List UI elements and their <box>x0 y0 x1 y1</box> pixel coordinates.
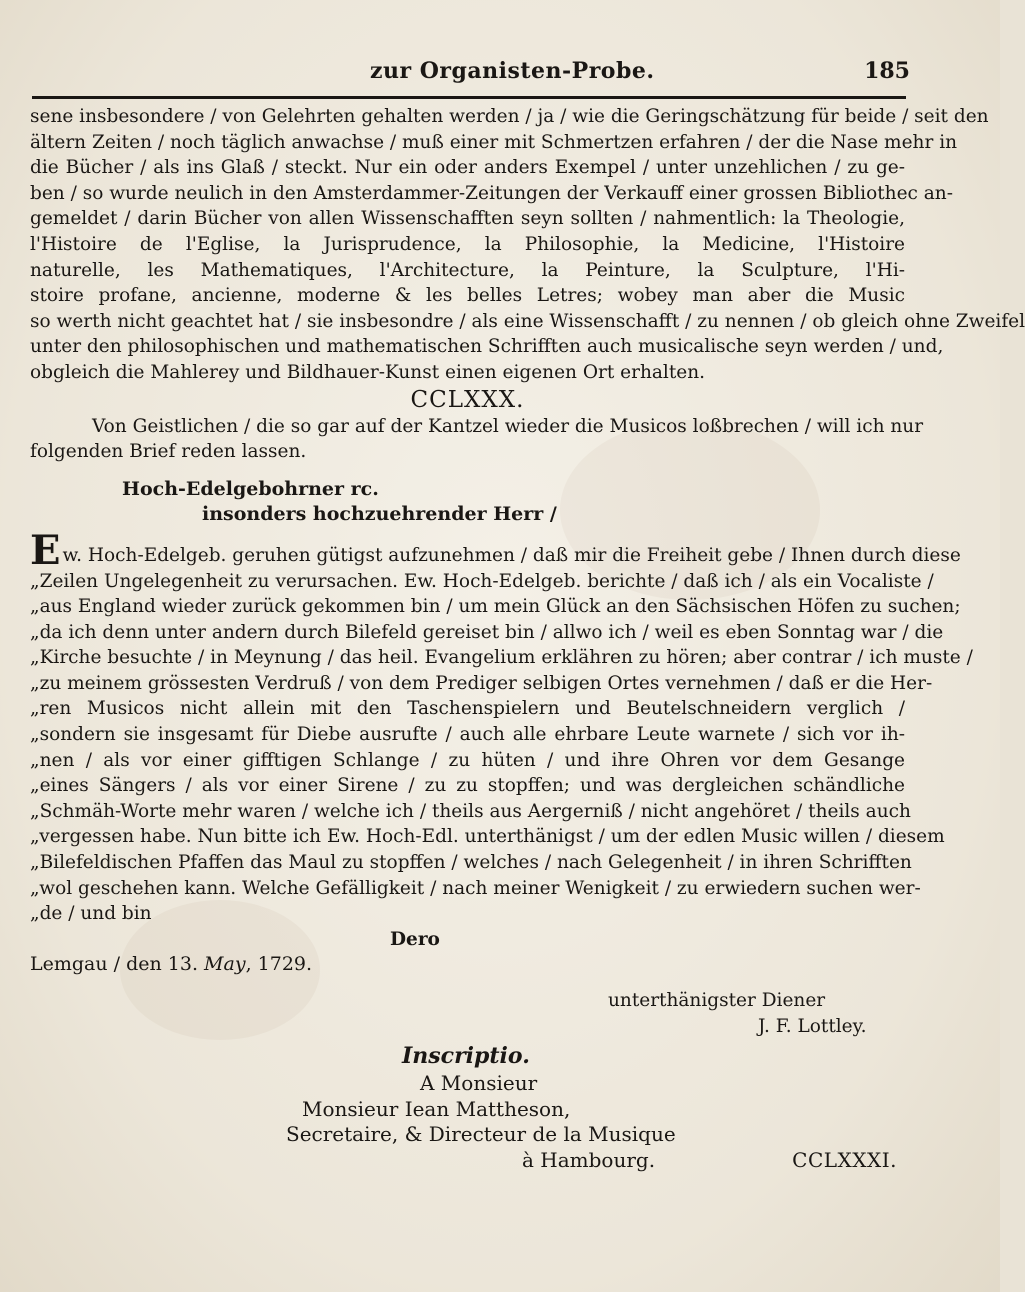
letter-first-line: w. Hoch-Edelgeb. geruhen gütigst aufzunehmen / daß mir die Freiheit gebe / Ihnen durch diese <box>62 544 961 566</box>
text-line: „aus England wieder zurück gekommen bin / um mein Glück an den Sächsischen Höfen zu suchen; <box>30 596 961 618</box>
text-line: „Schmäh-Worte mehr waren / welche ich / theils aus Aergerniß / nicht angehöret / theils auch <box>30 800 911 822</box>
salutation-line: insonders hochzuehrender Herr / <box>202 503 557 526</box>
text-line: naturelle, les Mathematiques, l'Architecture, la Peinture, la Sculpture, l'Hi- <box>30 259 905 281</box>
closing-dero: Dero <box>390 928 440 950</box>
text-line: „wol geschehen kann. Welche Gefälligkeit / nach meiner Wenigkeit / zu erwiedern suchen wer- <box>30 877 921 899</box>
text-line: „eines Sängers / als vor einer Sirene / zu zu stopffen; und was dergleichen schändliche <box>30 775 905 797</box>
text-line: Von Geistlichen / die so gar auf der Kantzel wieder die Musicos loßbrechen / will ich nur <box>92 415 924 437</box>
page-body <box>30 104 1025 1174</box>
paragraph-intro <box>30 414 924 465</box>
signature-closing: unterthänigster Diener <box>608 990 826 1011</box>
text-line: obgleich die Mahlerey und Bildhauer-Kunst einen eigenen Ort erhalten. <box>30 361 705 383</box>
address-city: à Hambourg. <box>522 1147 656 1172</box>
letter-body <box>30 526 973 927</box>
salutation-line: Hoch-Edelgebohrner rc. <box>122 477 379 500</box>
text-line: stoire profane, ancienne, moderne & les belles Letres; wobey man aber die Music <box>30 285 905 307</box>
page-header <box>30 58 910 92</box>
inscriptio-heading: Inscriptio. <box>402 1043 530 1070</box>
address-line: A Monsieur <box>420 1071 538 1096</box>
address-line: Monsieur Iean Mattheson, <box>302 1096 571 1121</box>
text-line: ältern Zeiten / noch täglich anwachse / muß einer mit Schmertzen erfahren / der die Nase mehr in <box>30 131 958 153</box>
text-line: unter den philosophischen und mathematischen Schrifften auch musicalische seyn werden / und, <box>30 336 944 358</box>
text-line: die Bücher / als ins Glaß / steckt. Nur ein oder anders Exempel / unter unzehlichen / zu ge- <box>30 157 905 179</box>
date-year: , 1729. <box>245 953 313 976</box>
letter-date <box>30 952 905 978</box>
drop-initial: E <box>30 526 61 574</box>
address-line: Secretaire, & Directeur de la Musique <box>286 1122 676 1147</box>
text-line: „da ich denn unter andern durch Bilefeld gereiset bin / allwo ich / weil es eben Sonntag war / die <box>30 621 944 643</box>
next-section-number: CCLXXXI. <box>792 1147 897 1172</box>
text-line: „vergessen habe. Nun bitte ich Ew. Hoch-Edl. unterthänigst / um der edlen Music willen / diesem <box>30 826 945 848</box>
running-title: zur Organisten-Probe. <box>370 58 655 84</box>
text-line: folgenden Brief reden lassen. <box>30 441 307 463</box>
text-line: „zu meinem grössesten Verdruß / von dem Prediger selbigen Ortes vernehmen / daß er die Her- <box>30 672 933 694</box>
text-line: gemeldet / darin Bücher von allen Wissenschafften seyn sollten / nahmentlich: la Theologie, <box>30 208 905 230</box>
text-line <box>30 526 961 574</box>
text-line: „de / und bin <box>30 903 152 925</box>
text-line: „nen / als vor einer gifftigen Schlange / zu hüten / und ihre Ohren vor dem Gesange <box>30 749 905 771</box>
text-line: „sondern sie insgesamt für Diebe ausrufte / auch alle ehrbare Leute warnete / sich vor ih- <box>30 724 905 746</box>
text-line: „Bilefeldischen Pfaffen das Maul zu stopffen / welches / nach Gelegenheit / in ihren Schrifften <box>30 852 912 874</box>
date-month: May <box>204 953 246 976</box>
text-line: „Kirche besuchte / in Meynung / das heil. Evangelium erklähren zu hören; aber contrar / ich muste / <box>30 647 973 669</box>
signature-name: J. F. Lottley. <box>758 1015 867 1037</box>
section-number: CCLXXX. <box>410 386 525 413</box>
text-line: l'Histoire de l'Eglise, la Jurisprudence, la Philosophie, la Medicine, l'Histoire <box>30 233 905 255</box>
date-place: Lemgau / den 13. <box>30 953 205 976</box>
header-rule <box>32 96 906 99</box>
paragraph-opening <box>30 104 1025 386</box>
text-line: „ren Musicos nicht allein mit den Taschenspielern und Beutelschneidern verglich / <box>30 698 905 720</box>
text-line: so werth nicht geachtet hat / sie insbesondre / als eine Wissenschafft / zu nennen / ob gleich ohne Zweifel <box>30 310 1025 332</box>
text-line: ben / so wurde neulich in den Amsterdammer-Zeitungen der Verkauff einer grossen Bibliothec an- <box>30 182 953 204</box>
address-line <box>30 1148 905 1174</box>
text-line: sene insbesondere / von Gelehrten gehalten werden / ja / wie die Geringschätzung für beide / seit den <box>30 106 989 127</box>
text-line: „Zeilen Ungelegenheit zu verursachen. Ew. Hoch-Edelgeb. berichte / daß ich / als ein Vocaliste / <box>30 570 934 592</box>
page-number: 185 <box>864 58 910 84</box>
